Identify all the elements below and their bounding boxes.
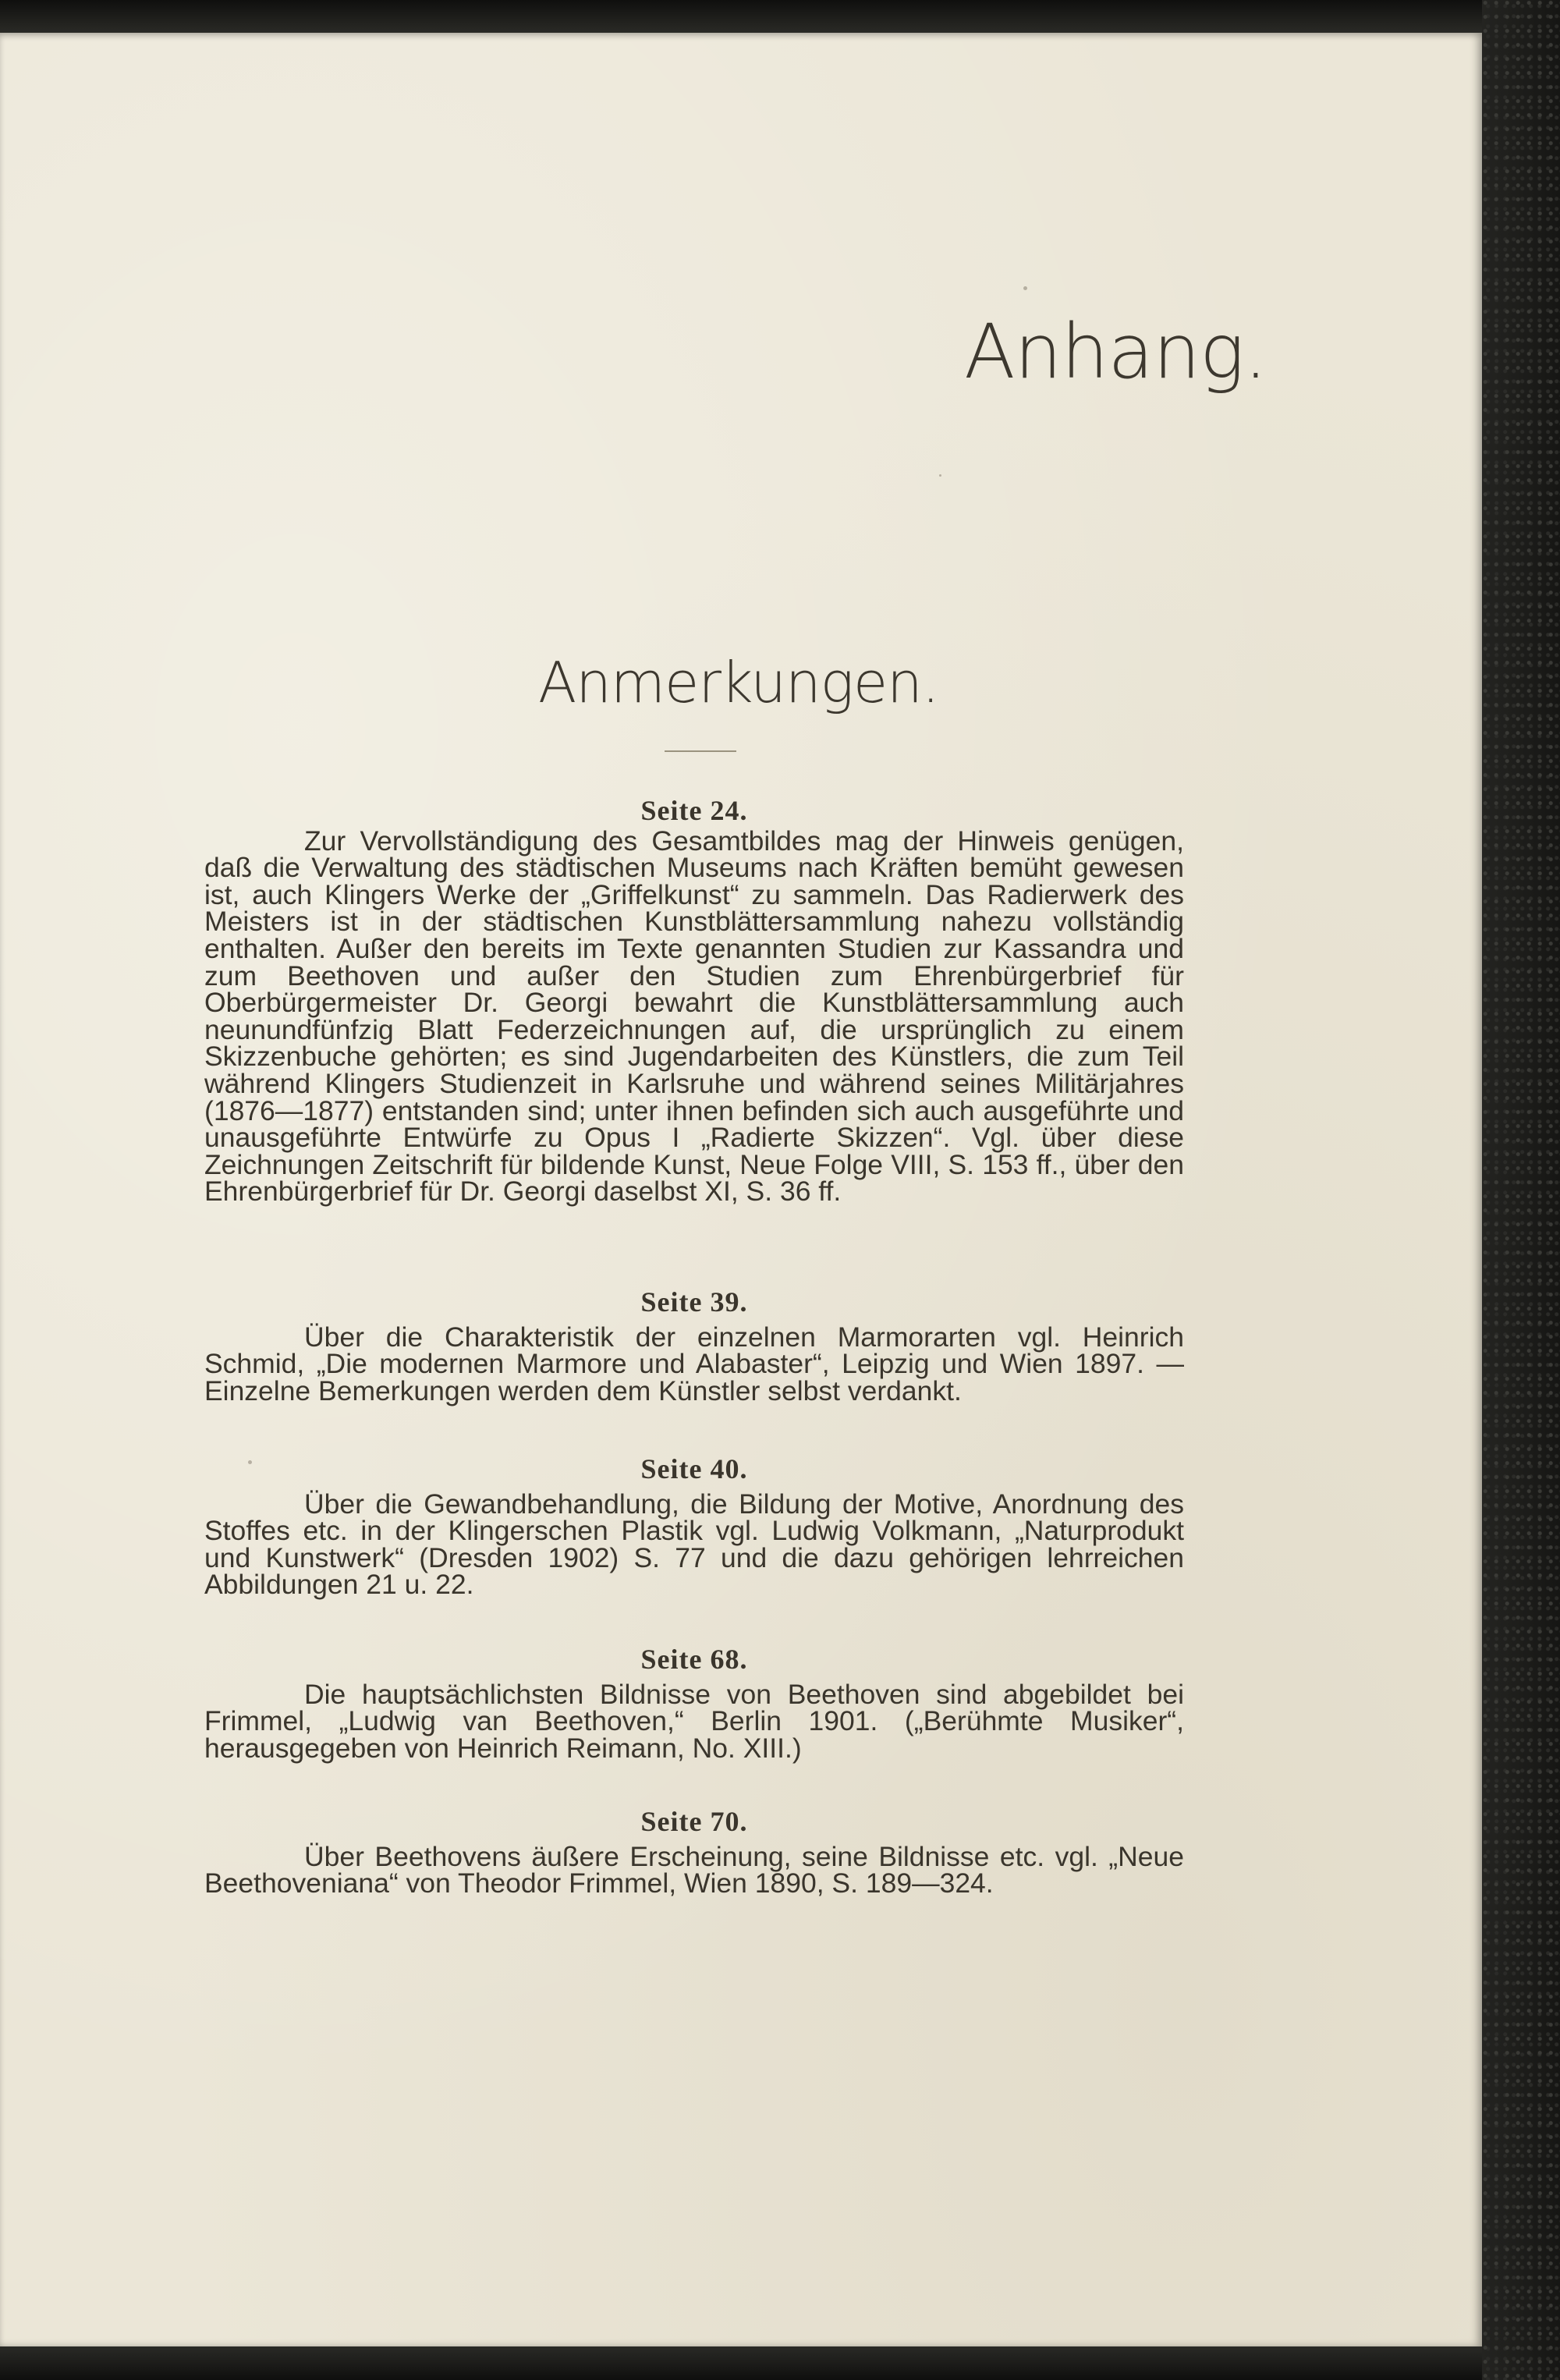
- note-text: Über Beethovens äußere Erscheinung, seine Bildnisse etc. vgl. „Neue Beethoveniana“ von Theodor Frimmel, Wien 1890, S. 189—324.: [204, 1840, 1184, 1899]
- paper-speck: [1023, 286, 1027, 290]
- note-text: Zur Vervollständigung des Gesamtbildes mag der Hinweis genügen, daß die Verwaltung des städtischen Museums nach Kräften bemüht gewesen ist, auch Klingers Werke der „Griffelkunst“ zu sammeln. Das Radierwerk des Meisters ist in der städtischen Kunstblättersammlung nahezu vollständig enthalten. Außer den bereits im Texte genannten Studien zur Kassandra und zum Beethoven und außer den Studien zum Ehrenbürgerbrief für Oberbürgermeister Dr. Georgi bewahrt die Kunstblättersammlung auch neunundfünfzig Blatt Federzeichnungen auf, die ursprünglich zu einem Skizzenbuche gehörten; es sind Jugendarbeiten des Künstlers, die zum Teil während Klingers Studienzeit in Karlsruhe und während seines Militärjahres (1876—1877) entstanden sind; unter ihnen befinden sich auch ausgeführte und unausgeführte Entwürfe zu Opus I „Radierte Skizzen“. Vgl. über diese Zeichnungen Zeitschrift für bildende Kunst, Neue Folge VIII, S. 153 ff., über den Ehrenbürgerbrief für Dr. Georgi daselbst XI, S. 36 ff.: [204, 825, 1184, 1208]
- book-binding-edge: [1482, 0, 1560, 2380]
- note-seite-39: [204, 1286, 1184, 1406]
- note-text: Über die Charakteristik der einzelnen Marmorarten vgl. Heinrich Schmid, „Die modernen Marmore und Alabaster“, Leipzig und Wien 1897. — Einzelne Bemerkungen werden dem Künstler selbst verdankt.: [204, 1321, 1184, 1406]
- note-seite-68: [204, 1644, 1184, 1764]
- note-text: Über die Gewandbehandlung, die Bildung der Motive, Anordnung des Stoffes etc. in der Klingerschen Plastik vgl. Ludwig Volkmann, „Naturprodukt und Kunstwerk“ (Dresden 1902) S. 77 und die dazu gehörigen lehrreichen Abbildungen 21 u. 22.: [204, 1488, 1184, 1601]
- page-title: Anhang.: [964, 308, 1268, 395]
- note-seite-70: [204, 1808, 1184, 1897]
- paper-speck: [939, 474, 941, 477]
- note-text: Die hauptsächlichsten Bildnisse von Beethoven sind abgebildet bei Frimmel, „Ludwig van Beethoven,“ Berlin 1901. („Berühmte Musiker“, herausgegeben von Heinrich Reimann, No. XIII.): [204, 1678, 1184, 1764]
- top-book-edge: [0, 0, 1482, 33]
- note-seite-24: [204, 795, 1184, 1208]
- title-divider: [665, 750, 736, 752]
- note-heading: Seite 40.: [640, 1453, 748, 1484]
- note-heading: Seite 39.: [640, 1286, 748, 1318]
- section-title: Anmerkungen.: [538, 650, 939, 715]
- note-heading: Seite 24.: [640, 795, 748, 826]
- bottom-book-edge: [0, 2346, 1482, 2380]
- note-seite-40: [204, 1453, 1184, 1601]
- note-heading: Seite 68.: [640, 1644, 748, 1675]
- note-heading: Seite 70.: [640, 1806, 748, 1837]
